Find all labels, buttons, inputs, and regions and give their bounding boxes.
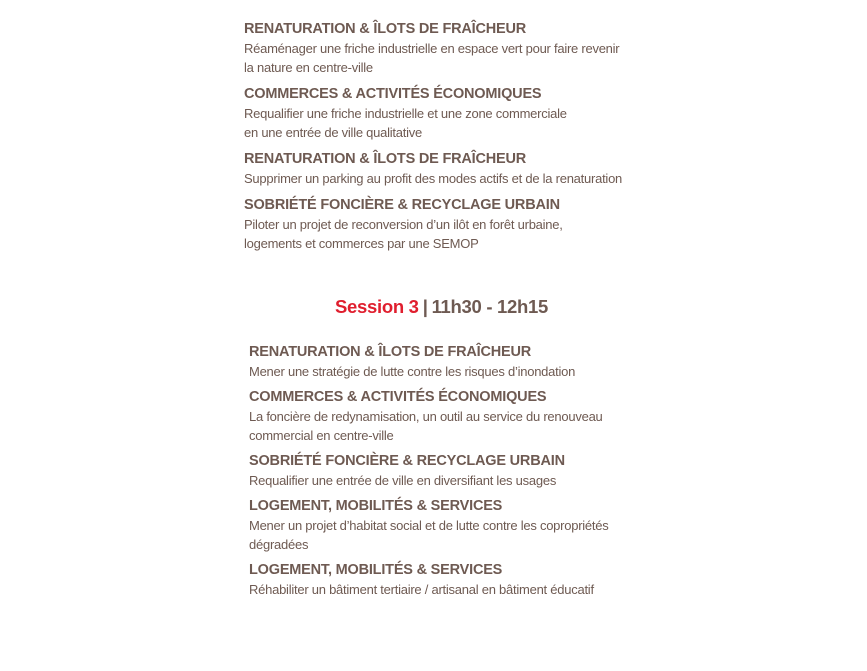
- workshop-description: Supprimer un parking au profit des modes actifs et de la renaturation: [244, 171, 623, 186]
- workshop-description: Piloter un projet de reconversion d’un ilôt en forêt urbaine, logements et commerces par une SEMOP: [244, 217, 563, 251]
- workshop-theme: SOBRIÉTÉ FONCIÈRE & RECYCLAGE URBAIN: [244, 197, 560, 213]
- workshop-item: [244, 150, 844, 188]
- session-2-workshop-list: [244, 20, 844, 261]
- workshop-item: [244, 196, 844, 253]
- workshop-theme: LOGEMENT, MOBILITÉS & SERVICES: [249, 498, 503, 514]
- session-time: 11h30 - 12h15: [431, 296, 549, 317]
- workshop-description: Réaménager une friche industrielle en espace vert pour faire revenir la nature en centre-ville: [244, 41, 620, 75]
- workshop-description: Requalifier une entrée de ville en diversifiant les usages: [249, 473, 557, 488]
- workshop-item: [249, 388, 849, 445]
- session-separator: |: [422, 296, 428, 317]
- workshop-item: [244, 85, 844, 142]
- workshop-item: [249, 561, 849, 599]
- workshop-theme: RENATURATION & ÎLOTS DE FRAÎCHEUR: [244, 151, 527, 167]
- workshop-item: [249, 497, 849, 554]
- workshop-description: Réhabiliter un bâtiment tertiaire / artisanal en bâtiment éducatif: [249, 582, 594, 597]
- workshop-theme: LOGEMENT, MOBILITÉS & SERVICES: [249, 562, 503, 578]
- workshop-item: [249, 452, 849, 490]
- workshop-theme: RENATURATION & ÎLOTS DE FRAÎCHEUR: [244, 21, 527, 37]
- workshop-item: [244, 20, 844, 77]
- workshop-item: [249, 343, 849, 381]
- session-heading: [335, 294, 548, 320]
- workshop-theme: COMMERCES & ACTIVITÉS ÉCONOMIQUES: [249, 389, 547, 405]
- workshop-description: Requalifier une friche industrielle et une zone commerciale en une entrée de ville qualitative: [244, 106, 567, 140]
- session-3-workshop-list: [249, 343, 849, 606]
- workshop-description: Mener un projet d’habitat social et de lutte contre les copropriétés dégradées: [249, 518, 609, 552]
- workshop-theme: RENATURATION & ÎLOTS DE FRAÎCHEUR: [249, 344, 532, 360]
- workshop-theme: COMMERCES & ACTIVITÉS ÉCONOMIQUES: [244, 86, 542, 102]
- session-label: Session 3: [335, 296, 419, 317]
- workshop-description: Mener une stratégie de lutte contre les risques d’inondation: [249, 364, 576, 379]
- workshop-description: La foncière de redynamisation, un outil au service du renouveau commercial en centre-ville: [249, 409, 603, 443]
- workshop-theme: SOBRIÉTÉ FONCIÈRE & RECYCLAGE URBAIN: [249, 453, 565, 469]
